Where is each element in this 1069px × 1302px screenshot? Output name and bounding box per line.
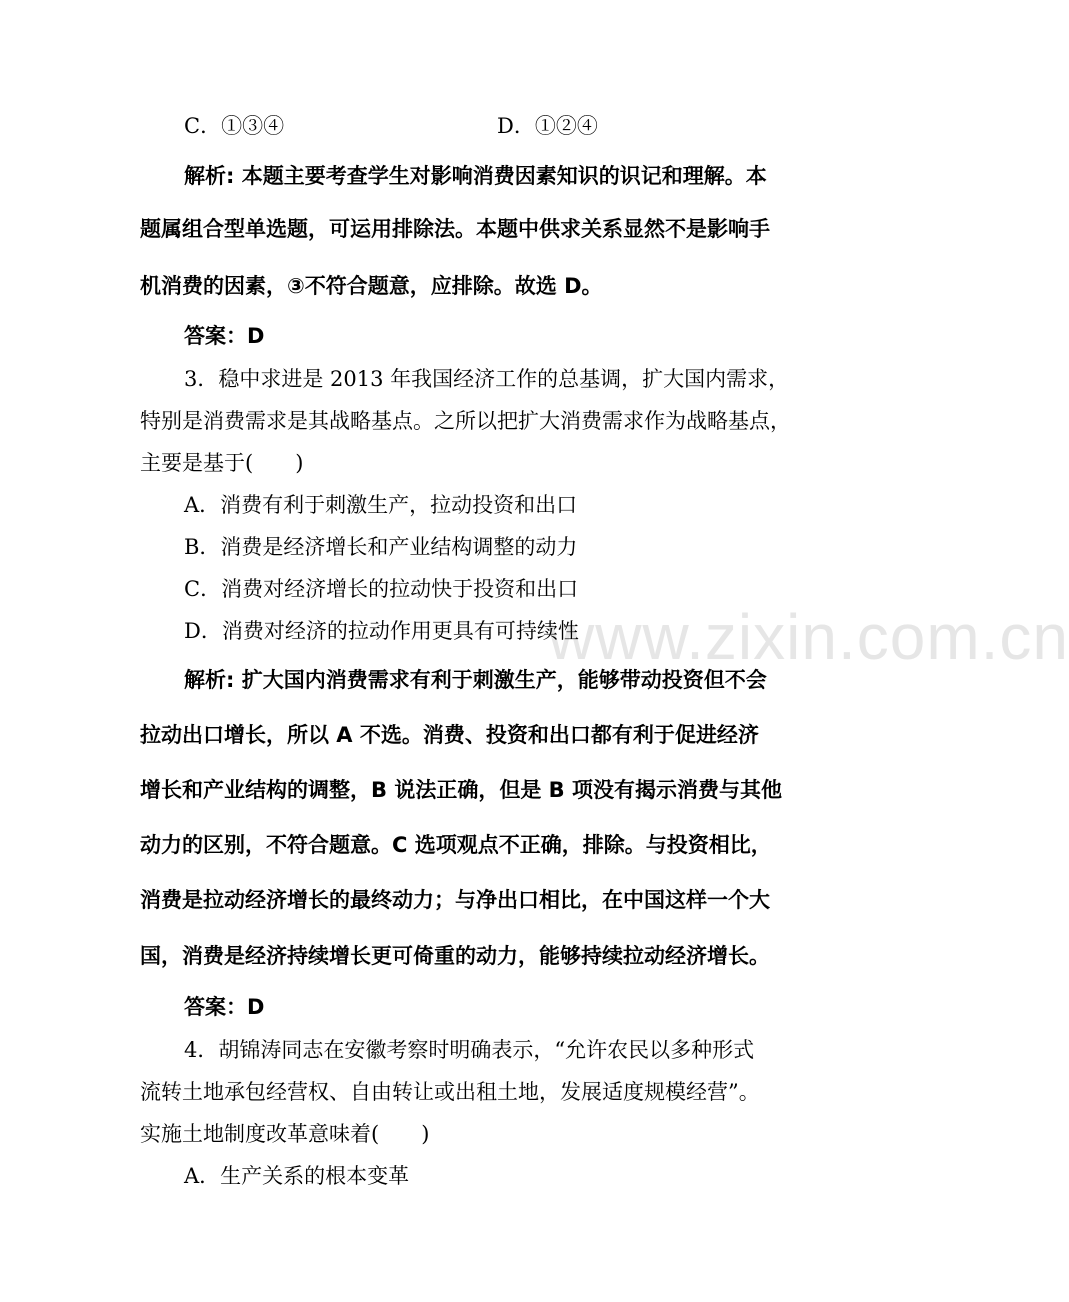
q3-option-d: D．消费对经济的拉动作用更具有可持续性 [184,619,579,643]
q3-option-a: A．消费有利于刺激生产，拉动投资和出口 [184,493,578,517]
prev-analysis-line-1: 解析: 本题主要考查学生对影响消费因素知识的识记和理解。本 [184,164,767,188]
q3-stem-line-2: 特别是消费需求是其战略基点。之所以把扩大消费需求作为战略基点， [140,409,791,433]
q4-option-a: A．生产关系的根本变革 [184,1164,410,1188]
q4-stem-line-2: 流转土地承包经营权、自由转让或出租土地，发展适度规模经营”。 [140,1080,760,1104]
prev-analysis-line-2: 题属组合型单选题，可运用排除法。本题中供求关系显然不是影响手 [140,217,770,241]
prev-option-d: D．①②④ [497,114,598,138]
prev-option-c: C．①③④ [184,114,285,138]
q3-analysis-line-6: 国，消费是经济持续增长更可倚重的动力，能够持续拉动经济增长。 [140,944,770,968]
q3-analysis-line-4: 动力的区别，不符合题意。C 选项观点不正确，排除。与投资相比， [140,833,772,857]
q3-option-c: C．消费对经济增长的拉动快于投资和出口 [184,577,579,601]
q3-analysis-line-5: 消费是拉动经济增长的最终动力；与净出口相比，在中国这样一个大 [140,888,770,912]
q3-answer: 答案：D [184,995,265,1019]
q4-stem-line-3: 实施土地制度改革意味着( ) [140,1122,430,1146]
q4-stem-line-1: 4．胡锦涛同志在安徽考察时明确表示，“允许农民以多种形式 [184,1038,755,1062]
watermark: www.zixin.com.cn [548,601,1069,673]
q3-analysis-line-1: 解析: 扩大国内消费需求有利于刺激生产，能够带动投资但不会 [184,668,767,692]
q3-stem-line-3: 主要是基于( ) [140,451,304,475]
q3-analysis-line-2: 拉动出口增长，所以 A 不选。消费、投资和出口都有利于促进经济 [140,723,759,747]
prev-analysis-line-3: 机消费的因素，③不符合题意，应排除。故选 D。 [140,274,603,298]
q3-analysis-line-3: 增长和产业结构的调整，B 说法正确，但是 B 项没有揭示消费与其他 [140,778,782,802]
q3-stem-line-1: 3．稳中求进是 2013 年我国经济工作的总基调，扩大国内需求， [184,367,790,391]
q3-option-b: B．消费是经济增长和产业结构调整的动力 [184,535,578,559]
prev-answer: 答案：D [184,324,265,348]
